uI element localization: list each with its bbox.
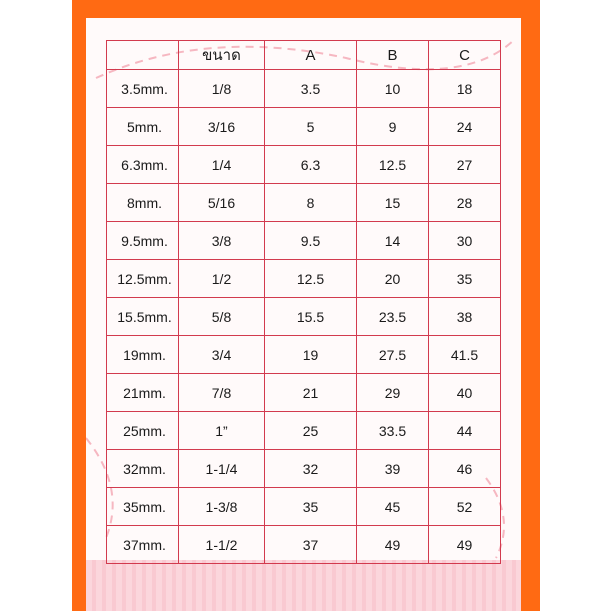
size-cell: 1/2 <box>179 260 265 298</box>
a-cell: 8 <box>265 184 357 222</box>
pink-striped-strip <box>86 560 521 611</box>
table-row <box>107 374 501 412</box>
c-cell: 24 <box>429 108 501 146</box>
header-b: B <box>357 41 429 70</box>
mm-cell: 6.3mm. <box>107 146 179 184</box>
b-cell: 15 <box>357 184 429 222</box>
c-cell: 41.5 <box>429 336 501 374</box>
c-cell: 49 <box>429 526 501 564</box>
mm-cell: 37mm. <box>107 526 179 564</box>
b-cell: 12.5 <box>357 146 429 184</box>
b-cell: 20 <box>357 260 429 298</box>
a-cell: 21 <box>265 374 357 412</box>
c-cell: 27 <box>429 146 501 184</box>
b-cell: 45 <box>357 488 429 526</box>
size-cell: 1-1/4 <box>179 450 265 488</box>
size-cell: 1-3/8 <box>179 488 265 526</box>
a-cell: 12.5 <box>265 260 357 298</box>
b-cell: 33.5 <box>357 412 429 450</box>
b-cell: 29 <box>357 374 429 412</box>
mm-cell: 9.5mm. <box>107 222 179 260</box>
c-cell: 44 <box>429 412 501 450</box>
b-cell: 23.5 <box>357 298 429 336</box>
header-size: ขนาด <box>179 41 265 70</box>
table-row <box>107 146 501 184</box>
a-cell: 37 <box>265 526 357 564</box>
b-cell: 39 <box>357 450 429 488</box>
b-cell: 10 <box>357 70 429 108</box>
size-cell: 3/4 <box>179 336 265 374</box>
table-row <box>107 70 501 108</box>
b-cell: 27.5 <box>357 336 429 374</box>
size-cell: 1/8 <box>179 70 265 108</box>
table-row <box>107 108 501 146</box>
c-cell: 30 <box>429 222 501 260</box>
c-cell: 52 <box>429 488 501 526</box>
mm-cell: 8mm. <box>107 184 179 222</box>
c-cell: 46 <box>429 450 501 488</box>
table-row <box>107 298 501 336</box>
a-cell: 32 <box>265 450 357 488</box>
table-row <box>107 488 501 526</box>
table-header-row <box>107 41 501 70</box>
a-cell: 15.5 <box>265 298 357 336</box>
a-cell: 6.3 <box>265 146 357 184</box>
mm-cell: 12.5mm. <box>107 260 179 298</box>
table-row <box>107 260 501 298</box>
size-cell: 1” <box>179 412 265 450</box>
size-cell: 1/4 <box>179 146 265 184</box>
header-c: C <box>429 41 501 70</box>
frame-left-bar <box>72 0 86 611</box>
a-cell: 25 <box>265 412 357 450</box>
table-row <box>107 526 501 564</box>
table-row <box>107 412 501 450</box>
c-cell: 18 <box>429 70 501 108</box>
table-row <box>107 336 501 374</box>
size-cell: 5/16 <box>179 184 265 222</box>
c-cell: 38 <box>429 298 501 336</box>
mm-cell: 3.5mm. <box>107 70 179 108</box>
size-cell: 7/8 <box>179 374 265 412</box>
mm-cell: 32mm. <box>107 450 179 488</box>
size-cell: 3/8 <box>179 222 265 260</box>
header-empty <box>107 41 179 70</box>
b-cell: 14 <box>357 222 429 260</box>
a-cell: 19 <box>265 336 357 374</box>
frame-right-bar <box>521 0 540 611</box>
mm-cell: 15.5mm. <box>107 298 179 336</box>
table-row <box>107 222 501 260</box>
c-cell: 28 <box>429 184 501 222</box>
a-cell: 5 <box>265 108 357 146</box>
table-row <box>107 184 501 222</box>
header-a: A <box>265 41 357 70</box>
a-cell: 9.5 <box>265 222 357 260</box>
mm-cell: 25mm. <box>107 412 179 450</box>
a-cell: 35 <box>265 488 357 526</box>
mm-cell: 19mm. <box>107 336 179 374</box>
size-cell: 5/8 <box>179 298 265 336</box>
mm-cell: 35mm. <box>107 488 179 526</box>
b-cell: 49 <box>357 526 429 564</box>
size-table <box>106 40 501 564</box>
b-cell: 9 <box>357 108 429 146</box>
c-cell: 40 <box>429 374 501 412</box>
size-cell: 1-1/2 <box>179 526 265 564</box>
c-cell: 35 <box>429 260 501 298</box>
mm-cell: 5mm. <box>107 108 179 146</box>
frame-top-bar <box>72 0 540 18</box>
a-cell: 3.5 <box>265 70 357 108</box>
table-body <box>107 70 501 564</box>
mm-cell: 21mm. <box>107 374 179 412</box>
size-cell: 3/16 <box>179 108 265 146</box>
table-row <box>107 450 501 488</box>
